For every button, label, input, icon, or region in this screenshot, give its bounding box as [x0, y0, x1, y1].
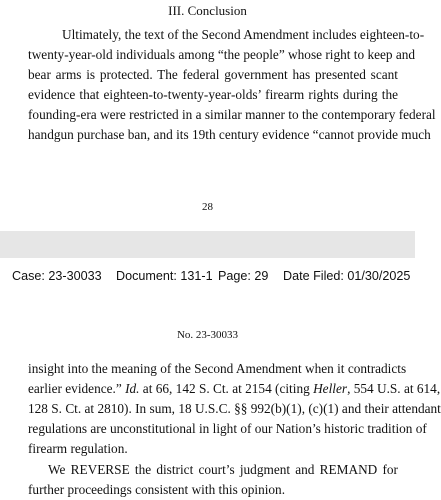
- text-line: firearm regulation.: [28, 441, 128, 456]
- page-separator: [0, 231, 415, 258]
- case-number: Case: 23-30033: [12, 269, 102, 283]
- text-run: We: [48, 462, 71, 477]
- citation-id: Id.: [125, 381, 140, 396]
- text-line: evidence that eighteen-to-twenty-year-olds’ firearm rights during the: [28, 87, 398, 102]
- text-line: regulations are unconstitutional in light of our Nation’s historic tradition of: [28, 421, 427, 436]
- text-line: [28, 379, 441, 399]
- text-run: , 554 U.S. at 614,: [347, 381, 441, 396]
- disposition-paragraph: [28, 460, 398, 500]
- text-line: founding-era were restricted in a similar manner to the contemporary federal: [28, 107, 436, 122]
- text-line: handgun purchase ban, and its 19th century evidence “cannot provide much: [28, 127, 431, 142]
- text-line: further proceedings consistent with this opinion.: [28, 482, 286, 497]
- text-line: [28, 460, 398, 480]
- text-run: at 66, 142 S. Ct. at 2154 (citing: [139, 381, 314, 396]
- document-number: Document: 131-1: [116, 269, 213, 283]
- section-heading: III. Conclusion: [168, 3, 247, 18]
- case-header: [0, 258, 415, 294]
- text-line: 128 S. Ct. at 2810). In sum, 18 U.S.C. §§ 992(b)(1), (c)(1) and their attendant: [28, 401, 441, 416]
- text-run: earlier evidence.”: [28, 381, 126, 396]
- text-line: twenty-year-old individuals among “the people” whose right to keep and: [28, 47, 416, 62]
- text-line: insight into the meaning of the Second Amendment when it contradicts: [28, 361, 407, 376]
- disposition-reverse: REVERSE: [70, 462, 130, 477]
- continuation-paragraph: [28, 359, 441, 459]
- docket-number: No. 23-30033: [176, 329, 239, 341]
- disposition-remand: REMAND: [319, 462, 378, 477]
- date-filed: Date Filed: 01/30/2025: [283, 269, 411, 283]
- text-line: Ultimately, the text of the Second Amendment includes eighteen-to-: [62, 27, 425, 42]
- page-number: 28: [202, 201, 213, 213]
- page-28: [0, 0, 436, 231]
- text-line: bear arms is protected. The federal government has presented scant: [28, 67, 398, 82]
- conclusion-paragraph: [28, 25, 436, 145]
- case-name-heller: Heller: [313, 381, 348, 396]
- text-run: the district court’s judgment and: [129, 462, 320, 477]
- text-run: for: [377, 462, 398, 477]
- page-indicator: Page: 29: [218, 269, 269, 283]
